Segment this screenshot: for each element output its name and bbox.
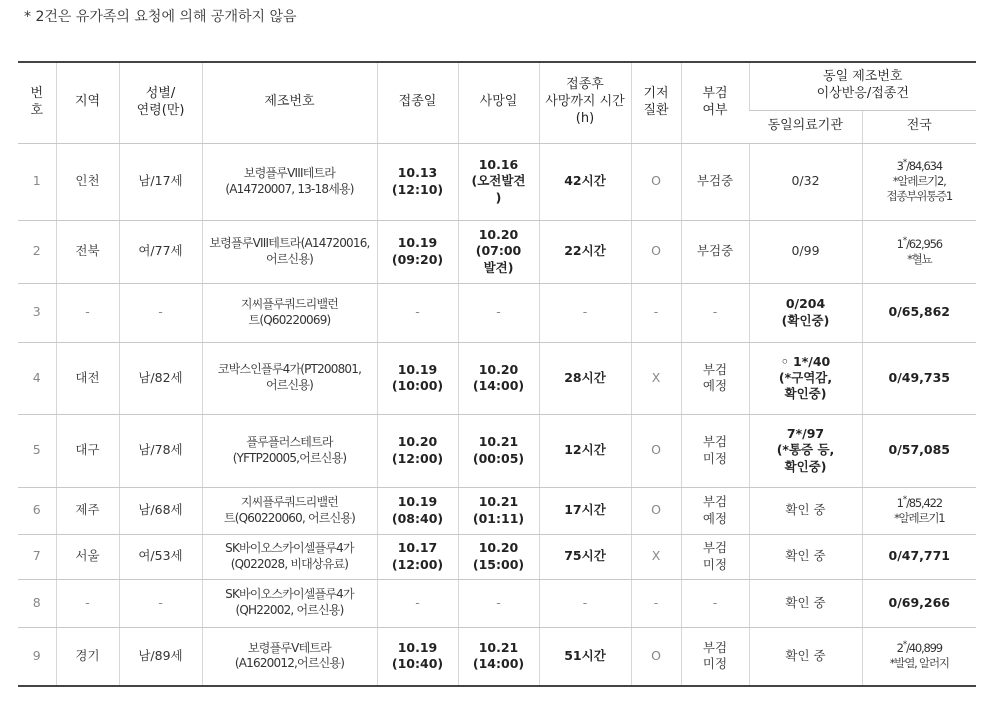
header-comorbidity: 기저 질환 [631,62,681,143]
cell-same-institution [749,283,862,342]
cell-line: (QH22002, 어르신용) [235,603,344,617]
cell-line: (A14720007, 13-18세용) [225,181,354,196]
cell-line: 부검 [702,361,728,377]
cell-line: (10:00) [391,378,444,393]
cell-same-institution [749,579,862,627]
cell-death-date [458,283,539,342]
cell-line: - [415,594,420,610]
cell-line: 트(Q60220069) [248,312,331,327]
table-row [18,534,976,579]
cell-hours-to-death: 42시간 [539,143,631,220]
cell-no: 6 [18,487,56,534]
cell-line: 트(Q60220060, 어르신용) [223,510,356,525]
nationwide-marker: * [902,158,907,169]
cell-sex-age: 남/17세 [119,143,202,220]
cell-nationwide [862,220,976,283]
nationwide-count: 0/57,085 [888,442,950,458]
cell-line: (00:05) [472,450,525,466]
cell-comorbidity: - [631,283,681,342]
cell-line: 지씨플루쿼드리밸런 [240,296,339,311]
cell-line: 부검 [702,640,728,655]
cell-line: (15:00) [472,556,525,572]
cell-line: 10.21 [478,434,519,450]
nationwide-count: 1 [896,495,903,510]
header-death-date: 사망일 [458,62,539,143]
cell-death-date [458,487,539,534]
nationwide-count: 0/65,862 [888,304,950,320]
cell-line: (14:00) [472,378,525,393]
cell-line: 10.21 [478,640,519,655]
nationwide-main [866,595,974,611]
cell-hours-to-death: 22시간 [539,220,631,283]
nationwide-note: *알레르기2, [892,174,946,189]
cell-line: (12:00) [391,450,444,466]
cell-region: 경기 [56,627,119,686]
table-row [18,414,976,487]
cell-death-date [458,342,539,414]
cell-line: - [496,594,501,610]
table-row [18,342,976,414]
footnote: * 2건은 유가족의 요청에 의해 공개하지 않음 [24,9,297,25]
cell-death-date [458,534,539,579]
cell-line: (YFTP20005,어르신용) [232,450,347,465]
cell-line: 0/99 [791,243,820,259]
cell-line: 확인 중 [785,548,826,564]
cell-same-institution [749,627,862,686]
cell-line: (12:00) [391,556,444,572]
nationwide-note: 접종부위통증1 [886,188,953,203]
cell-line: (확인중) [781,312,830,328]
cell-line: 미정 [702,556,728,572]
cell-region: 대구 [56,414,119,487]
nationwide-main [866,370,974,386]
cell-line: (오전발견 [471,173,526,189]
cell-sex-age: 남/82세 [119,342,202,414]
header-nationwide: 전국 [862,110,976,143]
cell-autopsy [681,283,749,342]
cell-line: 플루플러스테트라 [246,434,333,449]
cell-line: SK바이오스카이셀플루4가 [225,540,354,555]
cell-line: 0/204 [785,296,826,312]
cell-region: 대전 [56,342,119,414]
cell-comorbidity: X [631,534,681,579]
cell-line: 예정 [702,510,728,526]
cell-line: 확인중) [784,386,827,402]
cell-nationwide [862,534,976,579]
cell-same-institution [749,487,862,534]
cell-line: 예정 [702,378,728,393]
nationwide-marker: * [902,235,907,246]
cell-vaccination-date [377,579,458,627]
nationwide-count: 1 [896,236,903,251]
nationwide-marker: * [902,640,907,651]
cell-line: (10:40) [391,656,444,672]
cell-line: 10.20 [478,540,519,556]
cell-hours-to-death: - [539,283,631,342]
table-row [18,627,976,686]
cell-nationwide [862,627,976,686]
cell-line: 부검중 [696,173,734,189]
table-row [18,143,976,220]
cell-no: 3 [18,283,56,342]
table-row [18,283,976,342]
cell-hours-to-death: 28시간 [539,342,631,414]
cell-same-institution [749,143,862,220]
nationwide-main [866,237,974,252]
cell-no: 4 [18,342,56,414]
cell-nationwide [862,414,976,487]
cell-death-date [458,220,539,283]
cell-autopsy [681,627,749,686]
header-same-lot-group: 동일 제조번호 이상반응/접종건 [749,62,976,110]
cell-line: - [712,594,718,610]
cell-hours-to-death: 12시간 [539,414,631,487]
cell-line: 부검 [702,494,728,510]
cell-sex-age: 남/78세 [119,414,202,487]
cell-comorbidity: - [631,579,681,627]
cell-comorbidity: O [631,143,681,220]
cell-line: 확인 중 [785,502,826,518]
cell-lot-number [202,342,377,414]
cell-line: (14:00) [472,656,525,672]
cell-nationwide [862,283,976,342]
nationwide-total: /85,422 [906,495,942,510]
cell-nationwide [862,579,976,627]
cell-same-institution [749,220,862,283]
cell-line: ◦ 1*/40 [780,353,831,369]
header-vaccination-date: 접종일 [377,62,458,143]
cell-no: 9 [18,627,56,686]
cell-line: 보령플루VIII테트라 [243,165,336,180]
table-row [18,220,976,283]
cell-line: 10.21 [478,494,519,510]
cell-line: 코박스인플루4가(PT200801, [217,362,362,377]
cell-line: 지씨플루쿼드리밸런 [240,494,339,509]
cell-vaccination-date [377,487,458,534]
cell-line: 확인 중 [785,648,826,664]
cell-line: 보령플루VIII테트라(A14720016, [209,235,370,250]
vaccine-death-table [18,61,976,687]
table-body [18,143,976,686]
cell-line: (08:40) [391,510,444,526]
cell-autopsy [681,487,749,534]
cell-hours-to-death: 75시간 [539,534,631,579]
cell-lot-number [202,283,377,342]
cell-region: - [56,283,119,342]
cell-comorbidity: O [631,414,681,487]
cell-same-institution [749,414,862,487]
cell-line: 10.16 [478,157,519,173]
cell-hours-to-death: 17시간 [539,487,631,534]
nationwide-count: 0/49,735 [888,369,950,385]
cell-autopsy [681,143,749,220]
header-lot-number: 제조번호 [202,62,377,143]
cell-line: 10.20 [478,361,519,377]
cell-same-institution [749,342,862,414]
cell-lot-number [202,627,377,686]
cell-line: 확인 중 [785,594,826,610]
cell-comorbidity: O [631,487,681,534]
cell-line: SK바이오스카이셀플루4가 [225,587,354,602]
nationwide-total: /62,956 [906,236,942,251]
cell-no: 1 [18,143,56,220]
cell-vaccination-date [377,414,458,487]
cell-region: 인천 [56,143,119,220]
table-row [18,579,976,627]
cell-lot-number [202,220,377,283]
cell-line: 10.20 [478,227,519,243]
cell-comorbidity: X [631,342,681,414]
table-row [18,487,976,534]
cell-line: 0/32 [791,173,820,189]
cell-line: 보령플루V테트라 [248,640,331,655]
nationwide-count: 0/47,771 [888,548,950,564]
nationwide-count: 2 [896,641,903,656]
cell-line: 확인중) [784,458,827,474]
header-region: 지역 [56,62,119,143]
cell-line: ) [495,189,502,205]
cell-line: 어르신용) [265,251,314,266]
cell-nationwide [862,143,976,220]
cell-region: - [56,579,119,627]
nationwide-main [866,304,974,320]
cell-hours-to-death: - [539,579,631,627]
cell-line: (Q022028, 비대상유료) [230,556,349,571]
cell-line: (12:10) [391,181,444,197]
cell-no: 8 [18,579,56,627]
cell-no: 5 [18,414,56,487]
cell-autopsy [681,414,749,487]
cell-nationwide [862,342,976,414]
cell-lot-number [202,487,377,534]
cell-line: 7*/97 [786,426,825,442]
cell-line: 10.19 [397,361,438,377]
cell-comorbidity: O [631,220,681,283]
header-sex-age: 성별/ 연령(만) [119,62,202,143]
cell-line: 10.20 [397,434,438,450]
vaccine-death-table-wrapper [18,61,976,687]
cell-line: (*통증 등, [776,442,835,458]
cell-vaccination-date [377,627,458,686]
cell-vaccination-date [377,342,458,414]
cell-line: 10.19 [397,640,438,655]
cell-autopsy [681,579,749,627]
cell-line: 10.17 [397,540,438,556]
cell-autopsy [681,220,749,283]
cell-line: (*구역감, [778,369,833,385]
nationwide-note: *알레르기1 [894,510,945,525]
cell-line: (A1620012,어르신용) [234,656,345,671]
cell-line: 10.19 [397,235,438,251]
cell-no: 7 [18,534,56,579]
nationwide-main [866,641,974,656]
cell-comorbidity: O [631,627,681,686]
header-autopsy: 부검 여부 [681,62,749,143]
cell-sex-age: 남/89세 [119,627,202,686]
cell-line: 미정 [702,656,728,672]
cell-lot-number [202,579,377,627]
cell-line: 10.13 [397,165,438,181]
nationwide-total: /84,634 [906,159,942,174]
cell-region: 전북 [56,220,119,283]
nationwide-count: 0/69,266 [888,594,950,610]
cell-same-institution [749,534,862,579]
cell-sex-age: 남/68세 [119,487,202,534]
cell-vaccination-date [377,143,458,220]
cell-hours-to-death: 51시간 [539,627,631,686]
header-no: 번 호 [18,62,56,143]
nationwide-main [866,442,974,458]
nationwide-main [866,496,974,511]
nationwide-marker: * [902,494,907,505]
cell-death-date [458,579,539,627]
cell-sex-age: 여/77세 [119,220,202,283]
cell-nationwide [862,487,976,534]
cell-line: 발견) [483,259,514,275]
cell-line: 미정 [702,450,728,466]
cell-vaccination-date [377,220,458,283]
header-hours-to-death: 접종후 사망까지 시간 (h) [539,62,631,143]
cell-line: (01:11) [472,510,525,526]
cell-death-date [458,143,539,220]
cell-line: 부검 [702,540,728,556]
header-same-institution: 동일의료기관 [749,110,862,143]
cell-lot-number [202,534,377,579]
nationwide-main [866,159,974,174]
cell-lot-number [202,414,377,487]
nationwide-main [866,548,974,564]
cell-sex-age: - [119,579,202,627]
cell-region: 제주 [56,487,119,534]
nationwide-total: /40,899 [906,641,942,656]
nationwide-count: 3 [896,159,903,174]
cell-line: - [415,304,420,320]
cell-region: 서울 [56,534,119,579]
cell-lot-number [202,143,377,220]
cell-sex-age: 여/53세 [119,534,202,579]
cell-no: 2 [18,220,56,283]
cell-vaccination-date [377,283,458,342]
cell-line: 어르신용) [265,378,314,392]
cell-line: (07:00 [475,243,522,259]
cell-line: 부검중 [696,243,734,259]
cell-vaccination-date [377,534,458,579]
cell-line: 부검 [702,434,728,450]
cell-sex-age: - [119,283,202,342]
cell-line: - [712,304,718,320]
nationwide-note: *발열, 알러지 [889,656,949,671]
cell-death-date [458,414,539,487]
cell-line: - [496,304,501,320]
nationwide-note: *혈뇨 [907,251,932,266]
cell-death-date [458,627,539,686]
cell-line: (09:20) [391,251,444,267]
cell-line: 10.19 [397,494,438,510]
cell-autopsy [681,342,749,414]
cell-autopsy [681,534,749,579]
table-header [18,62,976,143]
